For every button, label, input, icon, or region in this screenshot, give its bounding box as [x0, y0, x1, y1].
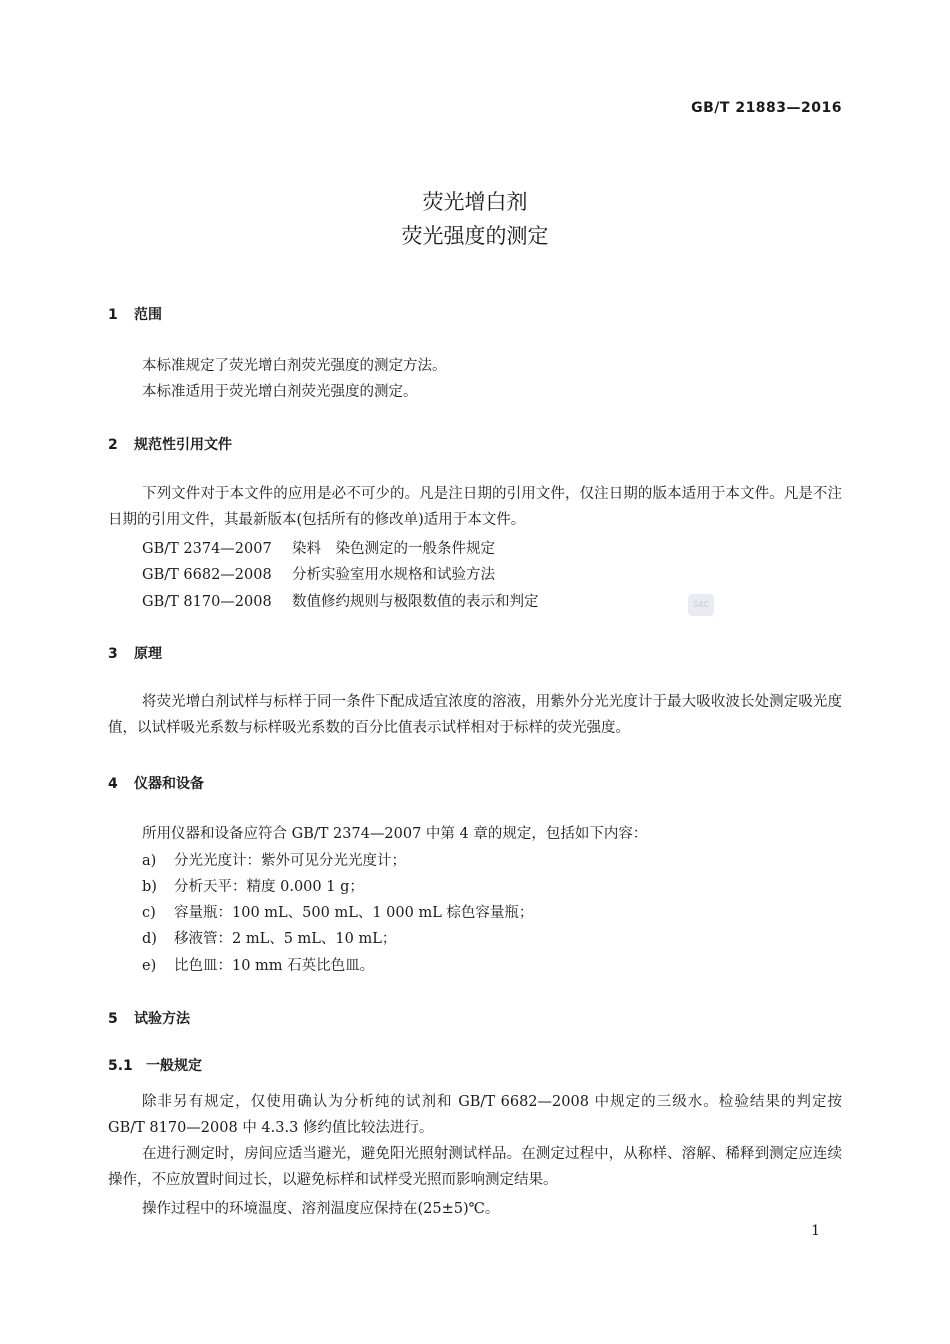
section-3-heading — [108, 643, 162, 663]
paragraph: 除非另有规定，仅使用确认为分析纯的试剂和 GB/T 6682—2008 中规定的三级水。检验结果的判定按 GB/T 8170—2008 中 4.3.3 修约值比较法进行。 — [108, 1094, 842, 1136]
list-text: 比色皿：10 mm 石英比色皿。 — [174, 958, 375, 974]
section-title: 仪器和设备 — [134, 776, 204, 792]
paragraph: 所用仪器和设备应符合 GB/T 2374—2007 中第 4 章的规定，包括如下内容： — [142, 826, 648, 842]
list-label: e) — [142, 958, 157, 974]
section-title: 一般规定 — [146, 1058, 202, 1074]
sac-watermark-logo: SAC — [688, 594, 714, 616]
reference-item — [142, 537, 495, 558]
subsection-5-1-heading — [108, 1055, 202, 1075]
section-title: 原理 — [134, 646, 162, 662]
document-title-line2: 荧光强度的测定 — [401, 224, 549, 248]
section-number: 1 — [108, 307, 118, 323]
section-title: 试验方法 — [134, 1011, 190, 1027]
section-number: 5 — [108, 1011, 118, 1027]
reference-item — [142, 563, 495, 584]
section-4-heading — [108, 773, 204, 793]
section-number: 2 — [108, 437, 118, 453]
page-number: 1 — [811, 1223, 820, 1239]
section-1-heading — [108, 304, 162, 324]
list-item — [142, 927, 396, 948]
list-label: d) — [142, 931, 157, 947]
document-title-line1: 荧光增白剂 — [422, 190, 528, 214]
reference-code: GB/T 6682—2008 — [142, 567, 272, 583]
paragraph: 在进行测定时，房间应适当避光，避免阳光照射测试样品。在测定过程中，从称样、溶解、稀释到测定应连续操作，不应放置时间过长，以避免标样和试样受光照而影响测定结果。 — [108, 1146, 842, 1188]
list-label: a) — [142, 853, 157, 869]
section-number: 5.1 — [108, 1058, 133, 1074]
list-text: 容量瓶：100 mL、500 mL、1 000 mL 棕色容量瓶； — [174, 905, 534, 921]
reference-code: GB/T 8170—2008 — [142, 594, 272, 610]
section-2-heading — [108, 434, 232, 454]
reference-code: GB/T 2374—2007 — [142, 541, 272, 557]
paragraph: 本标准规定了荧光增白剂荧光强度的测定方法。 — [142, 358, 447, 374]
paragraph: 将荧光增白剂试样与标样于同一条件下配成适宜浓度的溶液，用紫外分光光度计于最大吸收波长处测定吸光度值，以试样吸光系数与标样吸光系数的百分比值表示试样相对于标样的荧光强度。 — [108, 694, 842, 736]
section-5-heading — [108, 1008, 190, 1028]
section-number: 3 — [108, 646, 118, 662]
list-item — [142, 875, 364, 896]
section-title: 范围 — [134, 307, 162, 323]
reference-item — [142, 590, 539, 611]
section-title: 规范性引用文件 — [134, 437, 232, 453]
reference-title: 分析实验室用水规格和试验方法 — [292, 567, 495, 583]
reference-title: 染料 染色测定的一般条件规定 — [292, 541, 495, 557]
section-number: 4 — [108, 776, 118, 792]
paragraph: 下列文件对于本文件的应用是必不可少的。凡是注日期的引用文件，仅注日期的版本适用于本文件。凡是不注日期的引用文件，其最新版本(包括所有的修改单)适用于本文件。 — [108, 486, 842, 528]
list-label: b) — [142, 879, 157, 895]
reference-title: 数值修约规则与极限数值的表示和判定 — [292, 594, 539, 610]
paragraph: 操作过程中的环境温度、溶剂温度应保持在(25±5)℃。 — [142, 1201, 500, 1217]
list-text: 分光光度计：紫外可见分光光度计； — [174, 853, 406, 869]
list-text: 分析天平：精度 0.000 1 g； — [174, 879, 364, 895]
paragraph: 本标准适用于荧光增白剂荧光强度的测定。 — [142, 384, 418, 400]
standard-code: GB/T 21883—2016 — [691, 100, 842, 116]
list-item — [142, 849, 406, 870]
list-item — [142, 954, 374, 975]
list-text: 移液管：2 mL、5 mL、10 mL； — [174, 931, 397, 947]
list-label: c) — [142, 905, 156, 921]
list-item — [142, 901, 533, 922]
